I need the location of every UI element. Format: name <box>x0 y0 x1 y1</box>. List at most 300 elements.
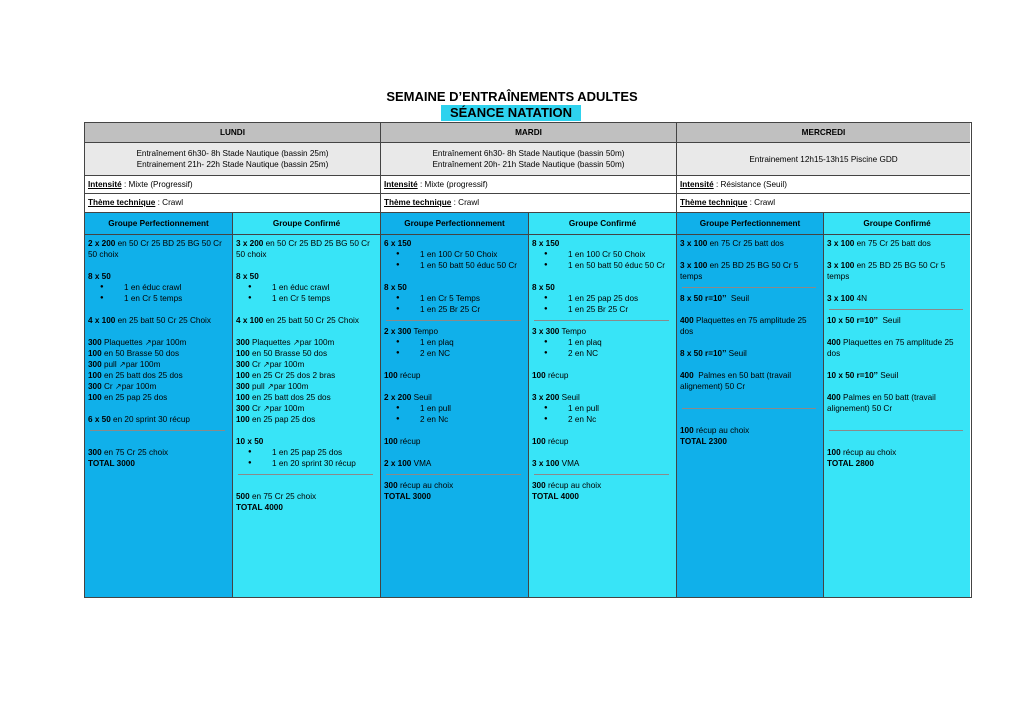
workout-set: 3 x 100 <box>827 261 855 270</box>
theme-value: : Crawl <box>155 198 184 207</box>
workout-set: 100 <box>236 393 250 402</box>
workout-lundi-perfectionnement <box>85 235 233 597</box>
bullet-icon: ● <box>544 251 548 257</box>
spacer <box>236 480 377 491</box>
spacer <box>827 436 967 447</box>
workout-line <box>236 381 377 392</box>
intensity-value: : Mixte (progressif) <box>417 180 488 189</box>
workout-line <box>236 348 377 359</box>
workout-line <box>236 370 377 381</box>
workout-detail: Seuil <box>726 349 747 358</box>
workout-line <box>88 315 229 326</box>
bullet-text: 1 en Cr 5 temps <box>124 294 183 303</box>
workout-line <box>532 370 673 381</box>
day-header-row <box>85 123 970 143</box>
bullet-text: 1 en Cr 5 Temps <box>420 294 480 303</box>
workout-detail: en 25 batt 50 Cr 25 Choix <box>115 316 211 325</box>
workout-line <box>384 436 525 447</box>
bullet-item <box>384 337 525 348</box>
workout-line <box>680 348 820 359</box>
bullet-item <box>532 403 673 414</box>
workout-detail: Cr ↗par 100m <box>249 404 305 413</box>
workout-line <box>827 370 967 381</box>
workout-line <box>680 293 820 304</box>
bullet-text: 2 en NC <box>568 349 599 358</box>
bullet-item <box>384 414 525 425</box>
spacer <box>532 359 673 370</box>
spacer <box>827 359 967 370</box>
bullet-text: 1 en pull <box>568 404 599 413</box>
workout-line <box>236 414 377 425</box>
bullet-text: 1 en pull <box>420 404 451 413</box>
workout-detail: Seuil <box>559 393 580 402</box>
workout-line <box>236 502 377 513</box>
workout-set: 300 <box>236 382 250 391</box>
workout-detail: récup au choix <box>397 481 454 490</box>
workout-line <box>236 238 377 260</box>
bullet-text: 2 en Nc <box>568 415 597 424</box>
workout-detail: Palmes en 50 batt (travail alignement) 50 Cr <box>680 371 794 391</box>
workout-set: 8 x 50 <box>236 272 259 281</box>
bullet-text: 1 en Cr 5 temps <box>272 294 331 303</box>
theme-mercredi <box>677 194 970 212</box>
spacer <box>88 403 229 414</box>
workout-line <box>384 238 525 249</box>
workout-set: 2 x 300 <box>384 327 412 336</box>
workout-line <box>88 238 229 260</box>
spacer <box>827 381 967 392</box>
workout-line <box>532 458 673 469</box>
bullet-icon: ● <box>248 284 252 290</box>
workout-set: 2 x 200 <box>88 239 116 248</box>
spacer <box>384 381 525 392</box>
workout-set: 100 <box>88 349 102 358</box>
workout-line <box>236 271 377 282</box>
spacer <box>532 271 673 282</box>
workout-set: 3 x 200 <box>532 393 560 402</box>
spacer <box>88 436 229 447</box>
workout-set: 3 x 200 <box>236 239 264 248</box>
separator-line <box>682 287 816 288</box>
bullet-text: 1 en 100 Cr 50 Choix <box>420 250 498 259</box>
workout-set: TOTAL 3000 <box>384 492 431 501</box>
workout-set: 500 <box>236 492 250 501</box>
group-header-perfectionnement: Groupe Perfectionnement <box>85 213 233 234</box>
workout-line <box>532 480 673 491</box>
group-header-perfectionnement: Groupe Perfectionnement <box>381 213 529 234</box>
workout-set: 300 <box>532 481 546 490</box>
bullet-icon: ● <box>544 339 548 345</box>
workout-detail: en 20 sprint 30 récup <box>110 415 190 424</box>
spacer <box>827 326 967 337</box>
workout-detail: pull ↗par 100m <box>101 360 161 369</box>
workout-set: 4 x 100 <box>236 316 264 325</box>
workout-detail: Plaquettes ↗par 100m <box>249 338 335 347</box>
session-line: Entrainement 21h- 22h Stade Nautique (bassin 25m) <box>136 160 329 169</box>
workout-set: 300 <box>88 360 102 369</box>
workout-set: 100 <box>827 448 841 457</box>
session-line: Entraînement 6h30- 8h Stade Nautique (bassin 25m) <box>136 149 329 158</box>
bullet-icon: ● <box>100 295 104 301</box>
workout-set: 300 <box>236 360 250 369</box>
intensity-value: : Résistance (Seuil) <box>713 180 787 189</box>
training-table <box>84 122 972 598</box>
workout-line <box>384 480 525 491</box>
session-mercredi <box>677 143 970 175</box>
theme-value: : Crawl <box>451 198 480 207</box>
workout-detail: récup au choix <box>545 481 602 490</box>
bullet-text: 1 en 25 pap 25 dos <box>272 448 343 457</box>
workout-detail: pull ↗par 100m <box>249 382 309 391</box>
workout-set: TOTAL 2300 <box>680 437 727 446</box>
bullet-item <box>384 304 525 315</box>
workout-set: 6 x 150 <box>384 239 412 248</box>
workout-set: 8 x 50 <box>88 272 111 281</box>
spacer <box>384 271 525 282</box>
theme-label: Thème technique <box>680 198 748 207</box>
workout-set: 10 x 50 <box>236 437 264 446</box>
workout-set: TOTAL 3000 <box>88 459 135 468</box>
workout-set: 300 <box>88 338 102 347</box>
intensity-row <box>85 176 970 194</box>
workout-detail: en 50 Cr 25 BD 25 BG 50 Cr 50 choix <box>88 239 225 259</box>
bullet-item <box>532 348 673 359</box>
workout-line <box>532 491 673 502</box>
bullet-icon: ● <box>396 339 400 345</box>
spacer <box>88 326 229 337</box>
workout-detail: en 25 pap 25 dos <box>249 415 316 424</box>
separator-line <box>386 474 521 475</box>
workout-set: 3 x 300 <box>532 327 560 336</box>
spacer <box>680 337 820 348</box>
workout-detail: Tempo <box>411 327 439 336</box>
workout-line <box>680 238 820 249</box>
bullet-text: 1 en 20 sprint 30 récup <box>272 459 356 468</box>
workout-line <box>88 381 229 392</box>
workout-line <box>88 392 229 403</box>
workout-set: 300 <box>88 382 102 391</box>
workout-line <box>88 447 229 458</box>
spacer <box>680 414 820 425</box>
bullet-item <box>236 293 377 304</box>
workout-set: 400 <box>680 371 694 380</box>
workout-set: 100 <box>532 371 546 380</box>
day-header-mardi: MARDI <box>381 123 677 142</box>
workout-line <box>680 315 820 337</box>
session-row <box>85 143 970 176</box>
bullet-text: 1 en 25 Br 25 Cr <box>568 305 629 314</box>
bullet-item <box>384 249 525 260</box>
bullet-icon: ● <box>396 251 400 257</box>
workout-line <box>680 370 820 392</box>
session-mardi <box>381 143 677 175</box>
page-title: SEMAINE D’ENTRAÎNEMENTS ADULTES <box>386 89 638 104</box>
workout-set: 400 <box>680 316 694 325</box>
spacer <box>236 326 377 337</box>
workout-set: 3 x 100 <box>532 459 560 468</box>
workout-set: 300 <box>236 338 250 347</box>
workout-detail: en 75 Cr 25 choix <box>101 448 169 457</box>
spacer <box>532 425 673 436</box>
separator-line <box>238 474 373 475</box>
workout-line <box>680 425 820 436</box>
workout-line <box>88 359 229 370</box>
workout-mercredi-confirme <box>824 235 970 597</box>
bullet-item <box>384 348 525 359</box>
workout-detail: VMA <box>411 459 432 468</box>
theme-label: Thème technique <box>384 198 452 207</box>
workout-detail: récup au choix <box>693 426 750 435</box>
workout-detail: Plaquettes en 75 amplitude 25 dos <box>680 316 809 336</box>
bullet-item <box>532 414 673 425</box>
bullet-icon: ● <box>396 262 400 268</box>
workout-set: 8 x 150 <box>532 239 560 248</box>
workout-line <box>88 271 229 282</box>
separator-line <box>534 474 669 475</box>
workout-detail: en 25 pap 25 dos <box>101 393 168 402</box>
workout-detail: Tempo <box>559 327 587 336</box>
spacer <box>680 359 820 370</box>
spacer <box>384 359 525 370</box>
workout-detail: en 50 Cr 25 BD 25 BG 50 Cr 50 choix <box>236 239 373 259</box>
bullet-text: 1 en éduc crawl <box>272 283 330 292</box>
bullet-icon: ● <box>248 449 252 455</box>
theme-label: Thème technique <box>88 198 156 207</box>
session-lundi <box>85 143 381 175</box>
bullet-icon: ● <box>396 350 400 356</box>
workout-detail: récup <box>397 371 421 380</box>
separator-line <box>534 320 669 321</box>
day-header-lundi: LUNDI <box>85 123 381 142</box>
workout-detail: Plaquettes ↗par 100m <box>101 338 187 347</box>
theme-row <box>85 194 970 213</box>
bullet-icon: ● <box>544 262 548 268</box>
workout-set: 300 <box>88 448 102 457</box>
workout-set: 10 x 50 r=10’’ <box>827 316 878 325</box>
workout-detail: Seuil <box>411 393 432 402</box>
workout-line <box>88 414 229 425</box>
bullet-icon: ● <box>544 306 548 312</box>
workout-set: 3 x 100 <box>680 261 708 270</box>
workout-detail: Plaquettes en 75 amplitude 25 dos <box>827 338 956 358</box>
workout-detail: en 75 Cr 25 batt dos <box>707 239 784 248</box>
workout-line <box>384 458 525 469</box>
bullet-icon: ● <box>396 405 400 411</box>
workout-line <box>384 491 525 502</box>
bullet-text: 1 en plaq <box>420 338 454 347</box>
intensity-label: Intensité <box>88 180 122 189</box>
spacer <box>827 249 967 260</box>
workout-line <box>532 282 673 293</box>
workout-detail: récup <box>545 371 569 380</box>
bullet-item <box>532 260 673 271</box>
spacer <box>532 447 673 458</box>
workout-detail: en 75 Cr 25 batt dos <box>854 239 931 248</box>
workout-line <box>827 293 967 304</box>
intensity-lundi <box>85 176 381 193</box>
workout-detail: en 25 batt 50 Cr 25 Choix <box>263 316 359 325</box>
bullet-item <box>236 458 377 469</box>
workout-set: 100 <box>88 371 102 380</box>
group-header-confirme: Groupe Confirmé <box>529 213 677 234</box>
bullet-text: 1 en éduc crawl <box>124 283 182 292</box>
group-header-row <box>85 213 970 235</box>
workout-detail: Palmes en 50 batt (travail alignement) 50 Cr <box>827 393 939 413</box>
workout-line <box>236 436 377 447</box>
intensity-value: : Mixte (Progressif) <box>121 180 193 189</box>
workout-set: 400 <box>827 393 841 402</box>
workout-set: 100 <box>532 437 546 446</box>
workout-set: 3 x 100 <box>827 294 855 303</box>
bullet-icon: ● <box>544 416 548 422</box>
workout-lundi-confirme <box>233 235 381 597</box>
spacer <box>384 447 525 458</box>
workout-line <box>827 392 967 414</box>
spacer <box>88 304 229 315</box>
workout-detail: récup au choix <box>840 448 897 457</box>
bullet-icon: ● <box>544 405 548 411</box>
spacer <box>384 425 525 436</box>
workout-detail: en 25 Cr 25 dos 2 bras <box>249 371 336 380</box>
workout-set: 100 <box>88 393 102 402</box>
bullet-icon: ● <box>544 295 548 301</box>
bullet-item <box>532 249 673 260</box>
separator-line <box>682 408 816 409</box>
workout-line <box>384 370 525 381</box>
workout-line <box>88 348 229 359</box>
bullet-text: 1 en 50 batt 50 éduc 50 Cr <box>420 261 517 270</box>
workout-line <box>88 337 229 348</box>
workout-detail: en 25 batt dos 25 dos <box>249 393 331 402</box>
workout-mercredi-perfectionnement <box>677 235 824 597</box>
workout-row <box>85 235 970 597</box>
workout-line <box>680 260 820 282</box>
session-line: Entrainement 12h15-13h15 Piscine GDD <box>749 154 898 164</box>
bullet-item <box>532 304 673 315</box>
workout-detail: en 25 batt dos 25 dos <box>101 371 183 380</box>
workout-mardi-confirme <box>529 235 677 597</box>
workout-detail: VMA <box>559 459 580 468</box>
bullet-item <box>236 447 377 458</box>
workout-detail: Seuil <box>877 316 901 325</box>
bullet-item <box>88 282 229 293</box>
bullet-item <box>88 293 229 304</box>
workout-line <box>384 326 525 337</box>
session-line: Entraînement 20h- 21h Stade Nautique (bassin 50m) <box>432 160 625 169</box>
workout-set: 8 x 50 <box>532 283 555 292</box>
workout-set: 100 <box>384 371 398 380</box>
theme-lundi <box>85 194 381 212</box>
workout-set: 100 <box>236 349 250 358</box>
workout-set: 100 <box>236 371 250 380</box>
spacer <box>827 282 967 293</box>
workout-detail: en 25 BD 25 BG 50 Cr 5 temps <box>827 261 948 281</box>
bullet-text: 1 en 25 pap 25 dos <box>568 294 639 303</box>
workout-line <box>827 315 967 326</box>
workout-detail: Cr ↗par 100m <box>249 360 305 369</box>
bullet-text: 1 en 50 batt 50 éduc 50 Cr <box>568 261 665 270</box>
spacer <box>88 260 229 271</box>
workout-set: 2 x 100 <box>384 459 412 468</box>
spacer <box>680 392 820 403</box>
workout-line <box>532 392 673 403</box>
workout-detail: récup <box>397 437 421 446</box>
spacer <box>680 249 820 260</box>
workout-detail: en 25 BD 25 BG 50 Cr 5 temps <box>680 261 801 281</box>
workout-line <box>827 458 967 469</box>
intensity-mardi <box>381 176 677 193</box>
workout-line <box>680 436 820 447</box>
bullet-icon: ● <box>248 295 252 301</box>
session-line: Entraînement 6h30- 8h Stade Nautique (bassin 50m) <box>432 149 625 158</box>
workout-detail: Cr ↗par 100m <box>101 382 157 391</box>
intensity-label: Intensité <box>384 180 418 189</box>
workout-line <box>236 403 377 414</box>
bullet-item <box>532 337 673 348</box>
day-header-mercredi: MERCREDI <box>677 123 970 142</box>
workout-set: 300 <box>236 404 250 413</box>
theme-mardi <box>381 194 677 212</box>
workout-line <box>236 392 377 403</box>
workout-detail: en 75 Cr 25 choix <box>249 492 317 501</box>
spacer <box>827 414 967 425</box>
workout-line <box>827 238 967 249</box>
spacer <box>236 304 377 315</box>
group-header-perfectionnement: Groupe Perfectionnement <box>677 213 824 234</box>
workout-line <box>88 458 229 469</box>
workout-set: TOTAL 4000 <box>532 492 579 501</box>
workout-set: 3 x 100 <box>680 239 708 248</box>
workout-line <box>532 436 673 447</box>
bullet-icon: ● <box>396 306 400 312</box>
bullet-text: 1 en plaq <box>568 338 602 347</box>
workout-set: 3 x 100 <box>827 239 855 248</box>
bullet-text: 1 en 25 Br 25 Cr <box>420 305 481 314</box>
page-subtitle: SÉANCE NATATION <box>441 105 581 121</box>
bullet-item <box>384 293 525 304</box>
group-header-confirme: Groupe Confirmé <box>824 213 970 234</box>
intensity-label: Intensité <box>680 180 714 189</box>
workout-line <box>384 392 525 403</box>
bullet-item <box>236 282 377 293</box>
workout-line <box>236 315 377 326</box>
workout-set: 4 x 100 <box>88 316 116 325</box>
separator-line <box>829 309 963 310</box>
workout-set: TOTAL 4000 <box>236 503 283 512</box>
spacer <box>236 260 377 271</box>
workout-line <box>236 491 377 502</box>
workout-line <box>236 337 377 348</box>
bullet-icon: ● <box>396 295 400 301</box>
workout-mardi-perfectionnement <box>381 235 529 597</box>
workout-set: 8 x 50 <box>384 283 407 292</box>
workout-detail: Seuil <box>877 371 899 380</box>
workout-set: 100 <box>680 426 694 435</box>
bullet-text: 1 en 100 Cr 50 Choix <box>568 250 646 259</box>
theme-value: : Crawl <box>747 198 776 207</box>
workout-set: 2 x 200 <box>384 393 412 402</box>
bullet-text: 2 en NC <box>420 349 451 358</box>
workout-line <box>88 370 229 381</box>
group-header-confirme: Groupe Confirmé <box>233 213 381 234</box>
workout-set: TOTAL 2800 <box>827 459 874 468</box>
intensity-mercredi <box>677 176 970 193</box>
bullet-icon: ● <box>248 460 252 466</box>
bullet-item <box>532 293 673 304</box>
workout-set: 6 x 50 <box>88 415 111 424</box>
workout-detail: 4N <box>854 294 868 303</box>
workout-line <box>827 260 967 282</box>
